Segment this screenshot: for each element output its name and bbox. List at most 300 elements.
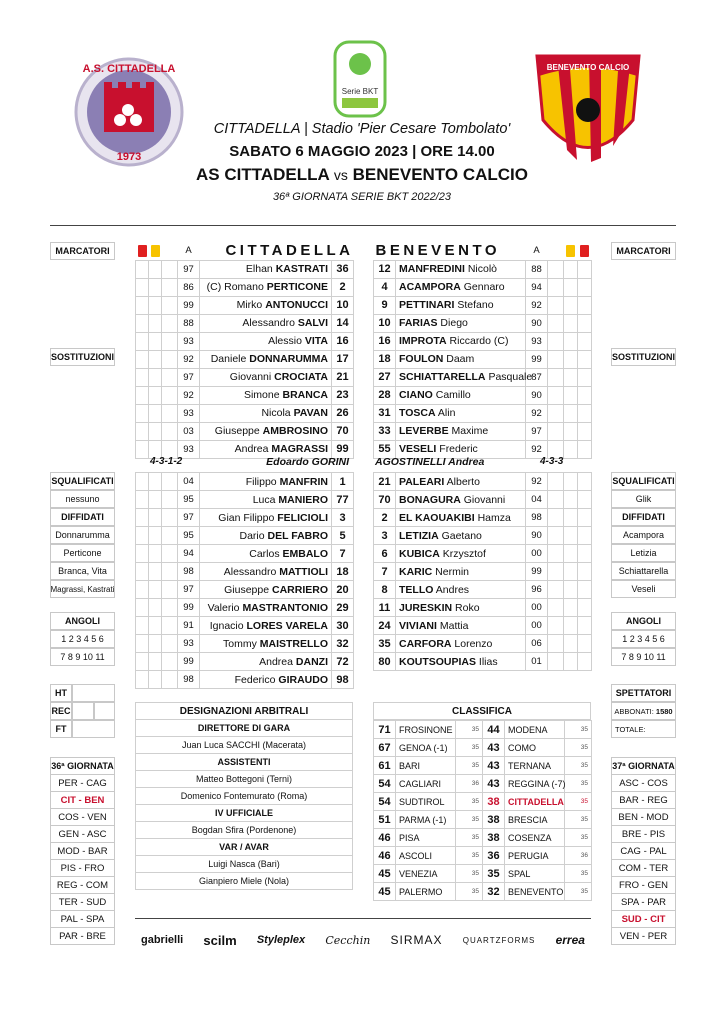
sub-time-cell [548, 527, 564, 545]
red-card-cell [136, 260, 149, 278]
player-first-name: Nicolò [464, 263, 498, 275]
player-age: 93 [178, 440, 200, 458]
yellow-card-cell [564, 581, 578, 599]
player-age: 88 [178, 314, 200, 332]
red-card-cell [578, 473, 592, 491]
player-number: 27 [374, 368, 396, 386]
player-age: 97 [178, 509, 200, 527]
yellow-card-cell [564, 350, 578, 368]
standings-row [374, 757, 592, 775]
home-player-row [136, 350, 354, 368]
player-last-name: ANTONUCCI [265, 299, 328, 311]
player-age: 92 [526, 440, 548, 458]
player-number: 21 [374, 473, 396, 491]
match-line [150, 165, 574, 185]
player-name [200, 350, 332, 368]
red-card-cell [136, 422, 149, 440]
standings-row [374, 847, 592, 865]
sub-time-cell [162, 332, 178, 350]
player-name [200, 491, 332, 509]
sponsor-logo: Styleplex [256, 934, 306, 946]
red-card-cell [136, 491, 149, 509]
player-last-name: KOUTSOUPIAS [399, 655, 477, 668]
player-last-name: FELICIOLI [277, 511, 328, 524]
home-coach: Edoardo GORINI [266, 456, 349, 468]
referee-role: ASSISTENTI [135, 753, 353, 771]
player-first-name: Riccardo (C) [446, 335, 509, 347]
home-subs-label: SOSTITUZIONI [50, 348, 115, 366]
sponsor-logo: QUARTZFORMS [462, 935, 536, 945]
fixture-item: PAR - BRE [50, 927, 115, 945]
season-tickets [611, 702, 676, 720]
player-last-name: KUBICA [399, 547, 440, 560]
yellow-card-cell [564, 617, 578, 635]
player-number: 70 [332, 422, 354, 440]
player-age: 92 [526, 404, 548, 422]
player-number: 14 [332, 314, 354, 332]
player-age: 03 [178, 422, 200, 440]
sub-time-cell [162, 491, 178, 509]
player-last-name: PAVAN [293, 407, 328, 419]
home-corners-row: 1 2 3 4 5 6 [50, 630, 115, 648]
player-last-name: KARIC [399, 565, 433, 578]
red-card-cell [578, 296, 592, 314]
team-points: 45 [374, 883, 396, 901]
yellow-card-cell [149, 653, 162, 671]
ft-label: FT [50, 720, 72, 738]
player-name [200, 278, 332, 296]
player-age: 98 [178, 671, 200, 689]
red-card-header [136, 242, 149, 260]
home-player-row [136, 314, 354, 332]
sub-time-cell [548, 386, 564, 404]
referees-list [135, 720, 353, 890]
player-first-name: Andrea [234, 443, 272, 455]
yellow-card-cell [149, 563, 162, 581]
rec-home [72, 702, 94, 720]
player-number: 11 [374, 599, 396, 617]
home-team-name: AS CITTADELLA [196, 165, 330, 184]
player-first-name: Tommy [223, 637, 260, 650]
red-card-cell [136, 368, 149, 386]
player-age: 86 [178, 278, 200, 296]
player-name [396, 404, 526, 422]
season-tickets-value: 1580 [655, 706, 673, 716]
team-games: 35 [456, 865, 483, 883]
sub-time-cell [548, 545, 564, 563]
away-player-row [374, 635, 592, 653]
player-number: 10 [332, 296, 354, 314]
player-number: 33 [374, 422, 396, 440]
player-name [200, 368, 332, 386]
player-last-name: CARFORA [399, 637, 452, 650]
red-card-cell [136, 581, 149, 599]
red-card-cell [136, 332, 149, 350]
sub-time-cell [548, 278, 564, 296]
home-player-row [136, 617, 354, 635]
red-card-cell [136, 671, 149, 689]
yellow-card-cell [564, 314, 578, 332]
sub-time-cell [548, 314, 564, 332]
team-points: 61 [374, 757, 396, 775]
rec-label: REC [50, 702, 72, 720]
home-player-row [136, 473, 354, 491]
sub-time-cell [548, 563, 564, 581]
team-games: 35 [456, 721, 483, 739]
player-age: 99 [178, 599, 200, 617]
referee-name: Bogdan Sfira (Pordenone) [135, 821, 353, 839]
home-header-row [136, 242, 354, 260]
away-player-row [374, 422, 592, 440]
yellow-card-cell [149, 545, 162, 563]
player-age: 95 [178, 491, 200, 509]
player-last-name: CIANO [399, 389, 433, 401]
yellow-card-cell [149, 635, 162, 653]
team-name: VENEZIA [396, 865, 456, 883]
red-card-cell [578, 386, 592, 404]
away-player-row [374, 404, 592, 422]
red-card-cell [578, 350, 592, 368]
player-number: 29 [332, 599, 354, 617]
player-name [200, 404, 332, 422]
player-number: 3 [332, 509, 354, 527]
away-player-row [374, 563, 592, 581]
team-name: ASCOLI [396, 847, 456, 865]
away-corners-row: 7 8 9 10 11 [611, 648, 676, 666]
sponsor-logo: SIRMAX [390, 933, 443, 947]
home-player-row [136, 509, 354, 527]
player-first-name: (C) Romano [206, 281, 267, 293]
referee-role: IV UFFICIALE [135, 804, 353, 822]
player-age: 91 [178, 617, 200, 635]
away-player-row [374, 617, 592, 635]
player-last-name: LETIZIA [399, 529, 439, 542]
team-name: BENEVENTO [505, 883, 565, 901]
red-card-cell [578, 278, 592, 296]
team-points: 43 [483, 739, 505, 757]
player-name [396, 509, 526, 527]
yellow-card-cell [564, 368, 578, 386]
player-age: 98 [178, 563, 200, 581]
away-player-row [374, 527, 592, 545]
yellow-card-cell [564, 473, 578, 491]
player-name [396, 527, 526, 545]
home-team-header: CITTADELLA [225, 242, 354, 260]
red-card-cell [136, 509, 149, 527]
sub-time-cell [548, 581, 564, 599]
player-name [200, 653, 332, 671]
player-age: 94 [178, 545, 200, 563]
player-name [200, 581, 332, 599]
team-points: 46 [374, 829, 396, 847]
sub-time-cell [548, 350, 564, 368]
team-games: 35 [456, 757, 483, 775]
player-last-name: DEL FABRO [267, 529, 328, 542]
team-points: 71 [374, 721, 396, 739]
player-last-name: MANIERO [278, 493, 328, 506]
player-name [200, 527, 332, 545]
player-name [200, 260, 332, 278]
yellow-card-cell [564, 653, 578, 671]
player-last-name: VIVIANI [399, 619, 437, 632]
yellow-card-cell [149, 278, 162, 296]
player-last-name: PALEARI [399, 475, 445, 488]
player-name [396, 473, 526, 491]
player-age: 97 [178, 368, 200, 386]
player-first-name: Gaetano [438, 529, 482, 542]
home-corners-label: ANGOLI [50, 612, 115, 630]
sub-time-cell [548, 368, 564, 386]
player-number: 9 [374, 296, 396, 314]
player-first-name: Frederic [436, 443, 478, 455]
yellow-card-cell [149, 332, 162, 350]
player-last-name: EL KAOUAKIBI [399, 511, 475, 524]
sub-time-cell [162, 386, 178, 404]
player-name [200, 386, 332, 404]
away-player-row [374, 314, 592, 332]
player-number: 12 [374, 260, 396, 278]
red-card-cell [136, 617, 149, 635]
player-age: 99 [178, 653, 200, 671]
player-first-name: Maxime [448, 425, 489, 437]
date-line: SABATO 6 MAGGIO 2023 | ORE 14.00 [229, 143, 495, 160]
referee-role: DIRETTORE DI GARA [135, 719, 353, 737]
team-games: 35 [456, 883, 483, 901]
player-age: 94 [526, 278, 548, 296]
sub-time-cell [162, 599, 178, 617]
player-number: 99 [332, 440, 354, 458]
player-last-name: AMBROSINO [262, 425, 328, 437]
player-age: 97 [178, 581, 200, 599]
yellow-card-icon [151, 245, 160, 257]
player-name [396, 296, 526, 314]
sub-time-cell [162, 527, 178, 545]
team-points: 51 [374, 811, 396, 829]
player-age: 87 [526, 368, 548, 386]
yellow-card-cell [149, 671, 162, 689]
team-games: 35 [565, 793, 592, 811]
player-first-name: Filippo [245, 475, 280, 488]
sub-time-cell [162, 653, 178, 671]
team-points: 44 [483, 721, 505, 739]
player-first-name: Camillo [432, 389, 471, 401]
sub-time-cell [162, 635, 178, 653]
home-suspended-value: nessuno [50, 490, 115, 508]
player-age: 00 [526, 545, 548, 563]
yellow-card-cell [564, 260, 578, 278]
fixture-item: CAG - PAL [611, 842, 676, 860]
player-name [200, 422, 332, 440]
player-number: 7 [332, 545, 354, 563]
player-first-name: Mirko [236, 299, 266, 311]
rec-away [94, 702, 115, 720]
sub-time-cell [162, 545, 178, 563]
sub-time-cell [162, 617, 178, 635]
player-number: 4 [374, 278, 396, 296]
fixture-item: PIS - FRO [50, 859, 115, 877]
player-age: 93 [178, 332, 200, 350]
yellow-card-cell [564, 491, 578, 509]
away-scorers-label: MARCATORI [611, 242, 676, 260]
away-warned-item: Acampora [611, 526, 676, 544]
red-card-cell [136, 599, 149, 617]
home-logo-text: A.S. CITTADELLA [82, 63, 176, 75]
away-player-row [374, 296, 592, 314]
player-first-name: Andres [433, 583, 470, 596]
away-header-row [374, 242, 592, 260]
red-card-cell [578, 314, 592, 332]
player-number: 1 [332, 473, 354, 491]
player-name [200, 671, 332, 689]
player-first-name: Alberto [444, 475, 480, 488]
player-number: 35 [374, 635, 396, 653]
player-last-name: MATTIOLI [279, 565, 328, 578]
player-name [396, 422, 526, 440]
player-first-name: Pasquale [485, 371, 533, 383]
player-last-name: KASTRATI [275, 263, 328, 275]
away-corners-label: ANGOLI [611, 612, 676, 630]
fixture-item: TER - SUD [50, 893, 115, 911]
sub-time-cell [162, 350, 178, 368]
fixture-item: SPA - PAR [611, 893, 676, 911]
away-player-row [374, 491, 592, 509]
player-name [396, 617, 526, 635]
sub-time-cell [162, 404, 178, 422]
red-card-cell [136, 314, 149, 332]
away-subtime-header [548, 242, 564, 260]
home-player-row [136, 404, 354, 422]
round37-list [611, 775, 676, 945]
team-name: GENOA (-1) [396, 739, 456, 757]
player-age: 00 [526, 599, 548, 617]
ht-score [72, 684, 115, 702]
home-logo-year: 1973 [116, 151, 142, 163]
sub-time-cell [162, 563, 178, 581]
player-age: 99 [526, 563, 548, 581]
away-player-row [374, 350, 592, 368]
player-number: 26 [332, 404, 354, 422]
player-name [396, 545, 526, 563]
player-age: 01 [526, 653, 548, 671]
away-player-row [374, 653, 592, 671]
team-games: 35 [565, 739, 592, 757]
yellow-card-header [149, 242, 162, 260]
home-player-row [136, 422, 354, 440]
player-first-name: Stefano [454, 299, 494, 311]
round36-label: 36ª GIORNATA [50, 757, 115, 775]
team-points: 54 [374, 775, 396, 793]
away-coach: AGOSTINELLI Andrea [375, 456, 485, 468]
player-number: 23 [332, 386, 354, 404]
referees-title: DESIGNAZIONI ARBITRALI [135, 702, 353, 720]
away-warned-item: Letizia [611, 544, 676, 562]
away-player-row [374, 278, 592, 296]
yellow-card-header [564, 242, 578, 260]
sub-time-cell [548, 260, 564, 278]
team-games: 35 [456, 811, 483, 829]
away-suspended-value: Glik [611, 490, 676, 508]
team-name: TERNANA [505, 757, 565, 775]
attendance-label: SPETTATORI [611, 684, 676, 702]
player-age: 00 [526, 617, 548, 635]
away-player-row [374, 368, 592, 386]
player-first-name: Giuseppe [214, 425, 263, 437]
team-games: 36 [456, 775, 483, 793]
red-card-cell [136, 635, 149, 653]
player-number: 2 [332, 278, 354, 296]
red-card-cell [136, 545, 149, 563]
red-card-cell [578, 527, 592, 545]
yellow-card-cell [564, 404, 578, 422]
player-last-name: MASTRANTONIO [242, 601, 328, 614]
team-games: 35 [565, 865, 592, 883]
team-name: SUDTIROL [396, 793, 456, 811]
player-age: 97 [526, 422, 548, 440]
team-name: COSENZA [505, 829, 565, 847]
player-age: 90 [526, 386, 548, 404]
player-number: 6 [374, 545, 396, 563]
sponsor-logo: gabrielli [141, 934, 184, 946]
yellow-card-cell [149, 509, 162, 527]
player-first-name: Luca [252, 493, 279, 506]
fixture-item: FRO - GEN [611, 876, 676, 894]
round37-label: 37ª GIORNATA [611, 757, 676, 775]
away-player-row [374, 386, 592, 404]
team-name: REGGINA (-7) [505, 775, 565, 793]
vs-label: vs [333, 167, 348, 183]
sponsor-divider [135, 918, 591, 919]
referee-name: Juan Luca SACCHI (Macerata) [135, 736, 353, 754]
player-last-name: FOULON [399, 353, 444, 365]
yellow-card-cell [564, 332, 578, 350]
player-first-name: Hamza [474, 511, 511, 524]
player-first-name: Dario [239, 529, 268, 542]
player-last-name: SALVI [297, 317, 328, 329]
yellow-card-cell [564, 296, 578, 314]
home-player-row [136, 527, 354, 545]
player-last-name: DONNARUMMA [249, 353, 328, 365]
fixture-item: BEN - MOD [611, 808, 676, 826]
player-age: 93 [178, 635, 200, 653]
yellow-card-cell [149, 527, 162, 545]
away-player-row [374, 599, 592, 617]
referee-name: Gianpiero Miele (Nola) [135, 872, 353, 890]
team-points: 67 [374, 739, 396, 757]
team-games: 35 [565, 775, 592, 793]
team-games: 35 [565, 757, 592, 775]
sub-time-cell [548, 617, 564, 635]
home-suspended-label: SQUALIFICATI [50, 472, 115, 490]
player-last-name: PERTICONE [266, 281, 328, 293]
player-name [396, 491, 526, 509]
player-age: 99 [178, 296, 200, 314]
player-name [200, 332, 332, 350]
yellow-card-cell [149, 581, 162, 599]
referee-name: Matteo Bottegoni (Terni) [135, 770, 353, 788]
away-formation: 4-3-3 [540, 456, 564, 467]
player-first-name: Carlos [249, 547, 283, 560]
away-player-row [374, 509, 592, 527]
season-tickets-label: ABBONATI: [614, 706, 654, 716]
player-last-name: LORES VARELA [246, 619, 328, 632]
team-games: 35 [456, 847, 483, 865]
away-player-row [374, 332, 592, 350]
player-age: 95 [178, 527, 200, 545]
player-name [200, 296, 332, 314]
yellow-card-cell [149, 368, 162, 386]
player-first-name: Giuseppe [224, 583, 272, 596]
team-points: 38 [483, 811, 505, 829]
